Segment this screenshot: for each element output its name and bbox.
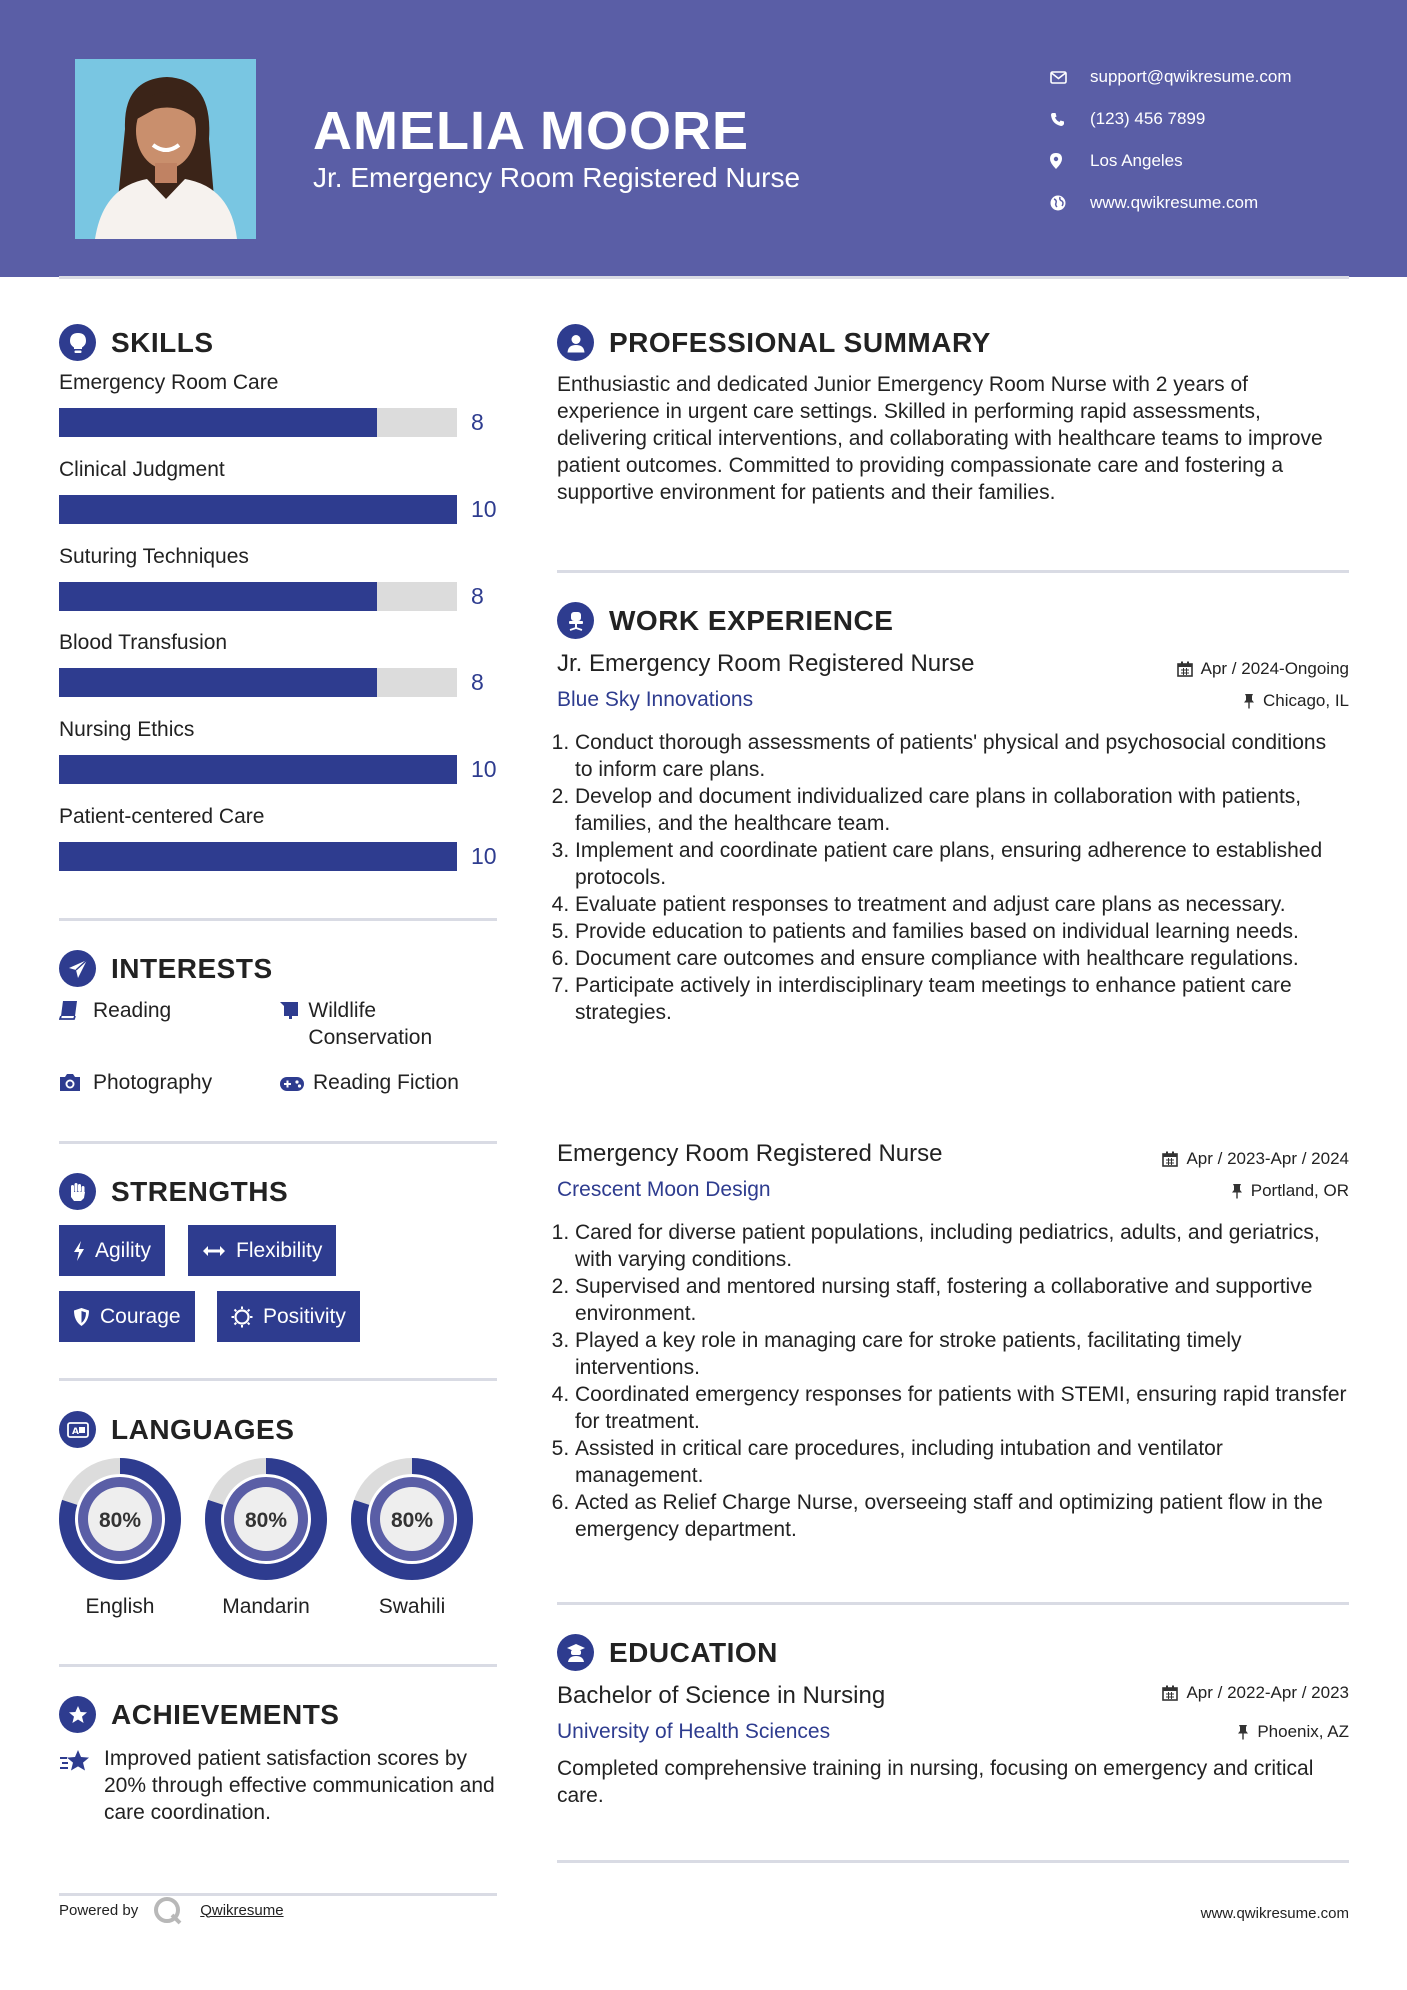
skill-label: Blood Transfusion <box>59 631 228 654</box>
contact-location-text: Los Angeles <box>1090 151 1183 170</box>
achievement-text: Improved patient satisfaction scores by 20% through effective communication and care coordination. <box>104 1747 495 1824</box>
svg-text:A: A <box>71 1426 79 1437</box>
language-percent: 80% <box>244 1509 288 1532</box>
bolt-icon <box>73 1241 85 1261</box>
job-company: Crescent Moon Design <box>557 1178 771 1201</box>
experience-heading: WORK EXPERIENCE <box>557 602 893 639</box>
skill-label: Nursing Ethics <box>59 718 195 741</box>
lightbulb-icon <box>59 324 96 361</box>
globe-icon <box>1050 195 1090 211</box>
pushpin-icon <box>1243 693 1255 709</box>
section-divider <box>557 1860 1349 1863</box>
header-divider <box>59 276 1349 279</box>
location-pin-icon <box>1050 153 1090 169</box>
skill-bar <box>59 495 457 524</box>
interest-item <box>279 1069 459 1099</box>
duty-item: 6. Document care outcomes and ensure compliance with healthcare regulations. <box>575 945 1349 972</box>
sun-icon <box>231 1306 253 1328</box>
section-divider <box>59 1664 497 1667</box>
pushpin-icon <box>1231 1183 1243 1199</box>
skill-bar-fill <box>59 408 377 437</box>
star-icon <box>59 1745 104 1826</box>
job-duties <box>557 729 1349 1026</box>
candidate-name: AMELIA MOORE <box>313 101 749 161</box>
languages-heading: A LANGUAGES <box>59 1411 294 1448</box>
skill-bar-fill <box>59 842 457 871</box>
job-dates: Apr / 2023-Apr / 2024 <box>1162 1149 1349 1169</box>
strength-label: Agility <box>95 1238 152 1262</box>
book-icon <box>59 997 93 1027</box>
calendar-icon <box>1162 1685 1178 1701</box>
paper-plane-icon <box>59 950 96 987</box>
job-duties <box>557 1219 1349 1543</box>
job-dates: Apr / 2024-Ongoing <box>1177 659 1349 679</box>
section-divider <box>557 1602 1349 1605</box>
skill-value: 10 <box>471 756 497 782</box>
duty-item: 4. Evaluate patient responses to treatment and adjust care plans as necessary. <box>575 891 1349 918</box>
skill-value: 8 <box>471 669 484 695</box>
language-percent: 80% <box>390 1509 434 1532</box>
bird-icon <box>279 997 308 1027</box>
skill-bar-fill <box>59 495 457 524</box>
section-divider <box>557 570 1349 573</box>
education-dates: Apr / 2022-Apr / 2023 <box>1162 1683 1349 1703</box>
skill-bar-fill <box>59 668 377 697</box>
skill-bar <box>59 582 457 611</box>
job-location: Portland, OR <box>1231 1181 1349 1201</box>
skill-label: Patient-centered Care <box>59 805 265 828</box>
user-icon <box>557 324 594 361</box>
achievement-item <box>59 1745 497 1826</box>
star-badge-icon <box>59 1696 96 1733</box>
duty-item: 6. Acted as Relief Charge Nurse, overseeing staff and optimizing patient flow in the emergency department. <box>575 1489 1349 1543</box>
gamepad-icon <box>279 1069 313 1099</box>
skill-bar <box>59 408 457 437</box>
phone-icon <box>1050 112 1090 127</box>
job-title: Jr. Emergency Room Registered Nurse <box>557 650 975 677</box>
contact-email-text: support@qwikresume.com <box>1090 67 1292 86</box>
language-ring <box>59 1458 181 1580</box>
language-name: Mandarin <box>222 1595 310 1618</box>
education-school: University of Health Sciences <box>557 1720 831 1743</box>
skill-value: 10 <box>471 496 497 522</box>
skill-label: Suturing Techniques <box>59 545 249 568</box>
duty-item: 7. Participate actively in interdisciplinary team meetings to enhance patient care strategies. <box>575 972 1349 1026</box>
pushpin-icon <box>1237 1724 1249 1740</box>
skill-value: 8 <box>471 583 484 609</box>
graduate-icon <box>557 1634 594 1671</box>
interest-label: Photography <box>93 1071 213 1094</box>
candidate-title: Jr. Emergency Room Registered Nurse <box>313 162 801 193</box>
strength-tag <box>59 1291 195 1342</box>
skill-label: Clinical Judgment <box>59 458 225 481</box>
section-divider <box>59 1141 497 1144</box>
education-description: Completed comprehensive training in nursing, focusing on emergency and critical care. <box>557 1757 1314 1807</box>
section-divider <box>59 918 497 921</box>
fist-icon <box>59 1173 96 1210</box>
duty-item: 3. Played a key role in managing care for stroke patients, facilitating timely interventions. <box>575 1327 1349 1381</box>
strength-label: Flexibility <box>236 1238 323 1262</box>
skill-value: 10 <box>471 843 497 869</box>
job-title: Emergency Room Registered Nurse <box>557 1140 943 1167</box>
interest-label: Wildlife Conservation <box>308 999 433 1049</box>
skill-label: Emergency Room Care <box>59 371 279 394</box>
calendar-icon <box>1177 661 1193 677</box>
camera-icon <box>59 1069 93 1099</box>
arrows-horizontal-icon <box>202 1245 226 1257</box>
duty-item: 5. Provide education to patients and families based on individual learning needs. <box>575 918 1349 945</box>
job-company: Blue Sky Innovations <box>557 688 754 711</box>
resume-header <box>0 0 1407 277</box>
strength-label: Courage <box>100 1304 181 1328</box>
strength-tag <box>188 1225 336 1276</box>
interest-label: Reading <box>93 999 172 1022</box>
language-ring <box>351 1458 473 1580</box>
duty-item: 5. Assisted in critical care procedures, including intubation and ventilator management. <box>575 1435 1349 1489</box>
office-chair-icon <box>557 602 594 639</box>
email-icon <box>1050 71 1090 84</box>
contact-phone-text: (123) 456 7899 <box>1090 109 1206 128</box>
language-item <box>351 1458 473 1619</box>
strengths-heading: STRENGTHS <box>59 1173 288 1210</box>
profile-photo-illustration <box>75 59 256 239</box>
skill-bar-fill <box>59 582 377 611</box>
contact-email[interactable] <box>1050 56 1292 98</box>
duty-item: 1. Conduct thorough assessments of patients' physical and psychosocial conditions to inform care plans. <box>575 729 1349 783</box>
summary-heading: PROFESSIONAL SUMMARY <box>557 324 991 361</box>
skill-bar <box>59 668 457 697</box>
summary-text: Enthusiastic and dedicated Junior Emergency Room Nurse with 2 years of experience in urgent care settings. Skilled in performing rapid assessments, delivering critical interventions, and collaborating with healthcare teams to improve patient outcomes. Committed to providing compassionate care and fostering a supportive environment for patients and their families. <box>557 373 1323 504</box>
interest-item <box>59 997 171 1027</box>
duty-item: 1. Cared for diverse patient populations, including pediatrics, adults, and geriatrics, with varying conditions. <box>575 1219 1349 1273</box>
contact-list <box>1050 56 1292 224</box>
contact-phone[interactable] <box>1050 98 1292 140</box>
skill-bar <box>59 755 457 784</box>
skill-bar <box>59 842 457 871</box>
powered-by-text: Powered by <box>59 1901 139 1919</box>
contact-website-text: www.qwikresume.com <box>1090 193 1259 212</box>
duty-item: 2. Supervised and mentored nursing staff, fostering a collaborative and supportive environment. <box>575 1273 1349 1327</box>
qwikresume-logo-icon <box>152 1895 186 1925</box>
qwikresume-link[interactable]: Qwikresume <box>200 1901 284 1919</box>
duty-item: 3. Implement and coordinate patient care plans, ensuring adherence to established protocols. <box>575 837 1349 891</box>
skills-heading: SKILLS <box>59 324 214 361</box>
calendar-icon <box>1162 1151 1178 1167</box>
language-item <box>205 1458 327 1619</box>
skill-bar-fill <box>59 755 457 784</box>
language-name: English <box>85 1595 155 1618</box>
section-divider <box>59 1378 497 1381</box>
language-name: Swahili <box>378 1595 446 1618</box>
interest-item <box>279 997 479 1051</box>
education-heading: EDUCATION <box>557 1634 778 1671</box>
profile-photo <box>75 59 256 239</box>
strength-tag <box>59 1225 165 1276</box>
contact-website[interactable] <box>1050 182 1292 224</box>
language-icon <box>59 1411 96 1448</box>
achievements-heading: ACHIEVEMENTS <box>59 1696 339 1733</box>
interests-heading: INTERESTS <box>59 950 273 987</box>
interest-item <box>59 1069 212 1099</box>
skill-value: 8 <box>471 409 484 435</box>
duty-item: 4. Coordinated emergency responses for patients with STEMI, ensuring rapid transfer for treatment. <box>575 1381 1349 1435</box>
strength-label: Positivity <box>263 1304 346 1328</box>
footer-website[interactable]: www.qwikresume.com <box>1200 1905 1349 1922</box>
language-percent: 80% <box>98 1509 142 1532</box>
contact-location <box>1050 140 1292 182</box>
education-degree: Bachelor of Science in Nursing <box>557 1682 886 1709</box>
interest-label: Reading Fiction <box>313 1071 459 1094</box>
language-ring <box>205 1458 327 1580</box>
shield-icon <box>73 1307 90 1327</box>
strength-tag <box>217 1291 360 1342</box>
language-item <box>59 1458 181 1619</box>
footer-powered-by <box>59 1895 284 1925</box>
job-location: Chicago, IL <box>1243 691 1349 711</box>
duty-item: 2. Develop and document individualized care plans in collaboration with patients, families, and the healthcare team. <box>575 783 1349 837</box>
education-location: Phoenix, AZ <box>1237 1722 1349 1742</box>
